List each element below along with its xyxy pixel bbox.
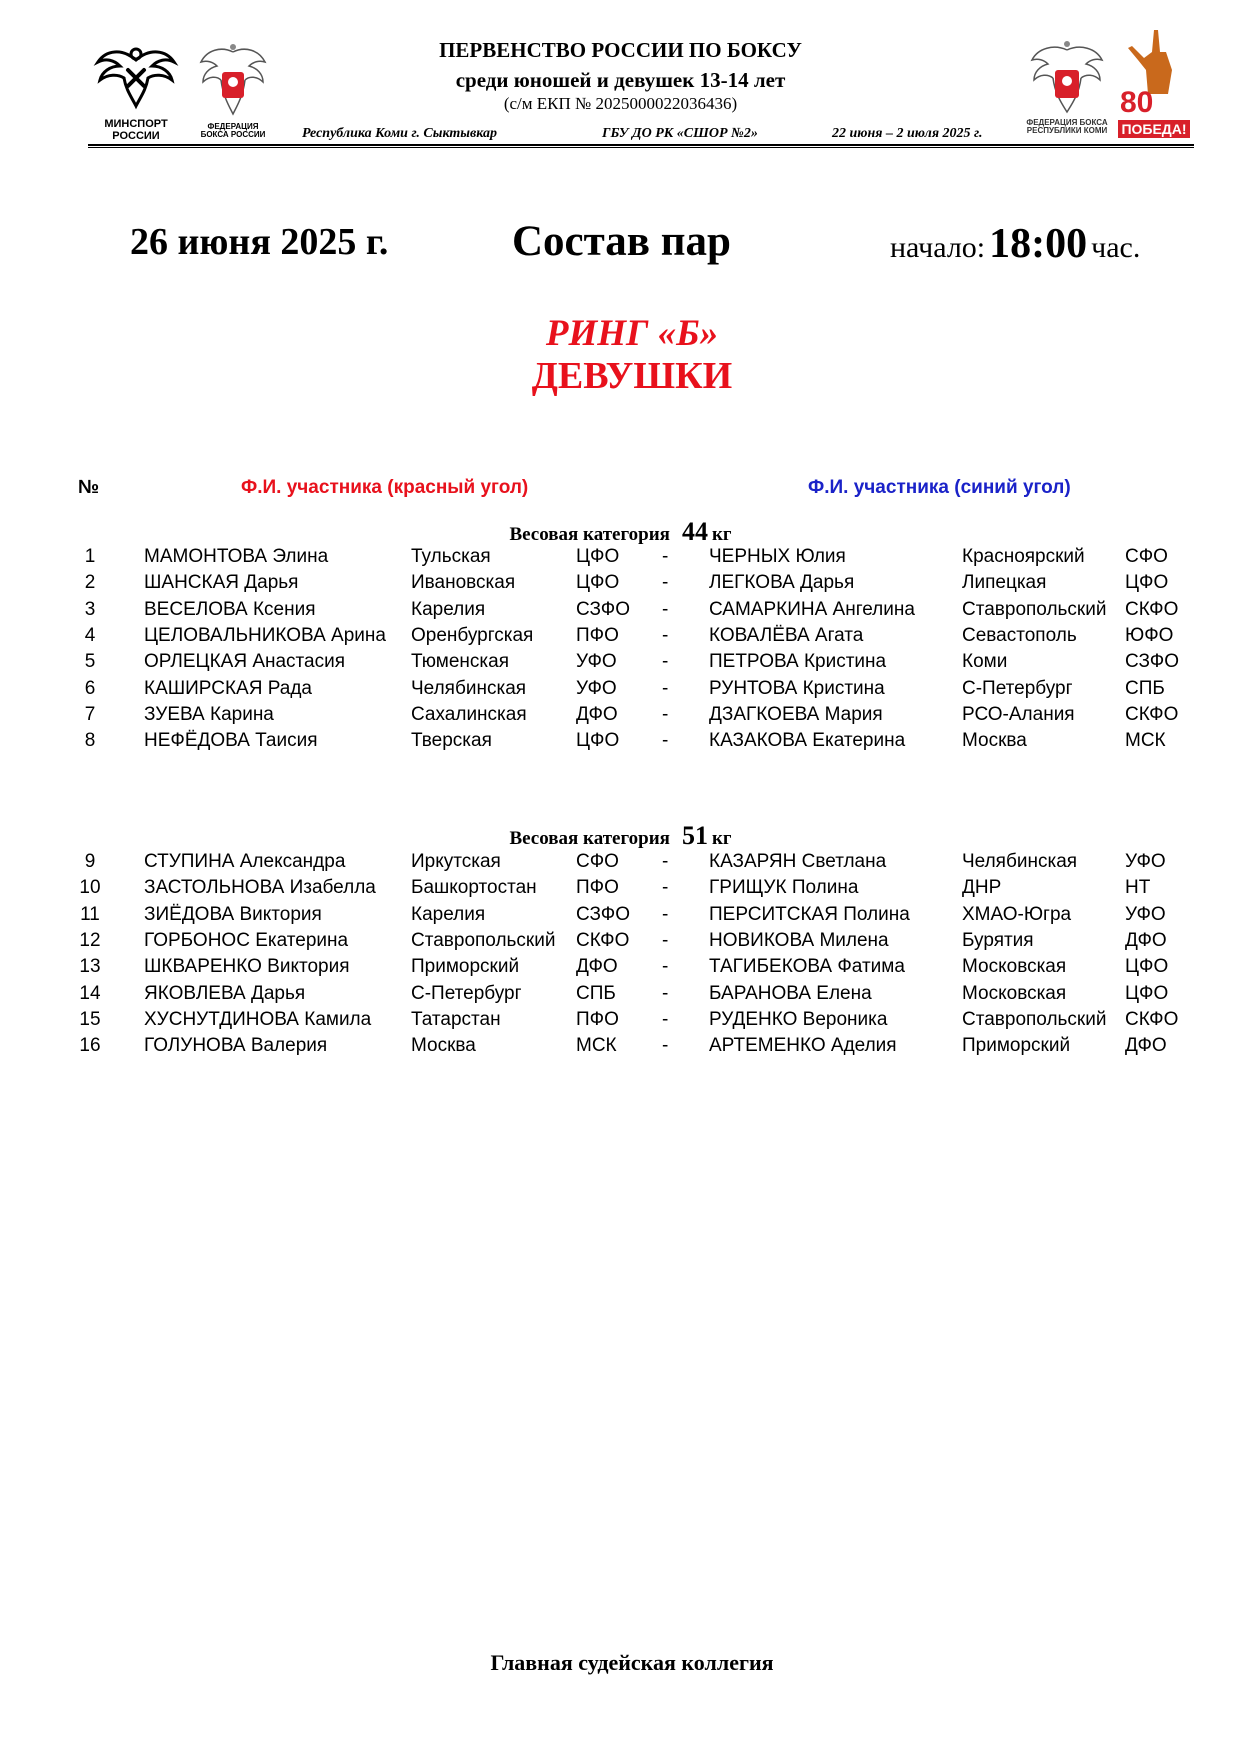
red-district: ПФО [576,624,619,646]
separator: - [662,956,669,978]
group-label: ДЕВУШКИ [531,355,733,397]
bout-row [0,1009,1241,1035]
event-subtitle: среди юношей и девушек 13-14 лет [455,68,786,92]
weight-category [0,517,1241,547]
bout-number: 8 [84,730,96,752]
red-name: ЗИЁДОВА Виктория [144,903,322,925]
pobeda-number: 80 [1120,86,1154,119]
ring-label: РИНГ «Б» [545,313,719,354]
separator: - [662,624,669,646]
blue-name: ЧЕРНЫХ Юлия [709,546,846,567]
red-region: Ставропольский [411,929,556,951]
red-region: Челябинская [411,677,527,699]
separator: - [662,877,669,899]
red-name: ЯКОВЛЕВА Дарья [144,982,306,1004]
blue-region: РСО-Алания [962,703,1075,725]
bout-row [0,983,1241,1009]
red-district: СЗФО [576,598,630,620]
category-label: Весовая категория [509,828,670,849]
blue-district: СПБ [1125,677,1165,699]
blue-region: ХМАО-Югра [962,903,1072,925]
red-region: Тюменская [411,651,510,673]
red-region: Ивановская [411,572,516,594]
blue-name: КАЗАРЯН Светлана [709,851,887,872]
blue-name: ГРИЩУК Полина [709,877,859,899]
separator: - [662,572,669,594]
header-divider [88,144,1194,146]
red-name: МАМОНТОВА Элина [144,546,329,567]
blue-region: Бурятия [962,929,1034,951]
red-region: Башкортостан [411,877,537,899]
red-name: ШКВАРЕНКО Виктория [144,956,350,978]
bout-row [0,678,1241,704]
bout-number: 14 [79,982,101,1004]
red-district: ПФО [576,1008,619,1030]
blue-region: Севастополь [962,624,1077,646]
red-name: НЕФЁДОВА Таисия [144,730,318,752]
separator: - [662,598,669,620]
red-district: УФО [576,651,617,673]
blue-district: УФО [1125,851,1166,872]
ekp-number: (с/м ЕКП № 2025000022036436) [503,94,738,113]
separator: - [662,730,669,752]
blue-district: МСК [1125,730,1166,752]
blue-district: ЮФО [1125,624,1174,646]
event-location: Республика Коми г. Сыктывкар [302,126,498,141]
category-unit: кг [711,828,732,849]
bout-row [0,599,1241,625]
red-name: ШАНСКАЯ Дарья [144,572,299,594]
federation-caption: ФЕДЕРАЦИЯ БОКСА РОССИИ [200,122,266,140]
category-weight: 51 [681,821,708,850]
start-time-block [890,220,1140,268]
bout-number: 6 [84,677,96,699]
red-district: ЦФО [576,546,620,567]
blue-region: С-Петербург [962,677,1073,699]
bout-row [0,851,1241,877]
start-unit: час. [1091,231,1141,264]
blue-district: ЦФО [1125,982,1169,1004]
category-unit: кг [711,524,732,545]
bout-number: 11 [80,903,100,925]
red-district: ЦФО [576,572,620,594]
event-dates: 22 июня – 2 июля 2025 г. [832,126,983,141]
red-district: ДФО [576,703,618,725]
bout-row [0,546,1241,572]
column-blue-corner: Ф.И. участника (синий угол) [808,477,1071,498]
blue-name: НОВИКОВА Милена [709,929,889,951]
separator: - [662,677,669,699]
bout-row [0,730,1241,756]
bout-number: 12 [79,929,101,951]
bout-row [0,877,1241,903]
start-label: начало: [890,231,986,264]
blue-name: САМАРКИНА Ангелина [709,598,915,620]
red-region: Оренбургская [411,624,534,646]
bout-number: 15 [79,1008,101,1030]
red-region: Карелия [411,903,486,925]
blue-district: СКФО [1125,1008,1179,1030]
bout-number: 13 [79,956,101,978]
blue-name: БАРАНОВА Елена [709,982,872,1004]
red-name: ОРЛЕЦКАЯ Анастасия [144,651,346,673]
blue-region: Москва [962,730,1027,752]
separator: - [662,851,669,872]
minsport-caption: МИНСПОРТ РОССИИ [104,118,168,142]
red-region: Карелия [411,598,486,620]
bout-date: 26 июня 2025 г. [130,221,389,263]
separator: - [662,703,669,725]
blue-district: ЦФО [1125,956,1169,978]
bout-number: 1 [84,546,96,567]
blue-name: ДЗАГКОЕВА Мария [709,703,883,725]
blue-district: СФО [1125,546,1168,567]
blue-region: Красноярский [962,546,1085,567]
blue-name: ТАГИБЕКОВА Фатима [709,956,905,978]
column-number: № [78,477,100,498]
separator: - [662,651,669,673]
bout-number: 16 [79,1035,101,1057]
header-divider-thin [88,147,1194,148]
red-name: ВЕСЕЛОВА Ксения [144,598,316,620]
red-region: Приморский [411,956,520,978]
red-name: СТУПИНА Александра [144,851,346,872]
komi-caption: ФЕДЕРАЦИЯ БОКСА РЕСПУБЛИКИ КОМИ [1026,118,1108,136]
red-name: ЗАСТОЛЬНОВА Изабелла [144,877,376,899]
red-name: КАШИРСКАЯ Рада [144,677,312,699]
blue-region: Московская [962,956,1067,978]
blue-district: СЗФО [1125,651,1179,673]
blue-name: АРТЕМЕНКО Аделия [709,1035,897,1057]
bout-number: 2 [84,572,96,594]
category-label: Весовая категория [509,524,670,545]
red-district: УФО [576,677,617,699]
separator: - [662,1035,669,1057]
page-title: Состав пар [512,218,731,265]
blue-district: ЦФО [1125,572,1169,594]
red-name: ГОЛУНОВА Валерия [144,1035,328,1057]
separator: - [662,982,669,1004]
red-district: СКФО [576,929,630,951]
bout-number: 9 [84,851,96,872]
separator: - [662,903,669,925]
column-red-corner: Ф.И. участника (красный угол) [241,477,529,498]
bout-row [0,625,1241,651]
blue-name: РУДЕНКО Вероника [709,1008,888,1030]
bout-number: 10 [79,877,101,899]
red-region: Иркутская [411,851,501,872]
red-district: ПФО [576,877,619,899]
red-region: Татарстан [411,1008,501,1030]
red-name: ЦЕЛОВАЛЬНИКОВА Арина [144,624,386,646]
red-region: Москва [411,1035,476,1057]
blue-region: Приморский [962,1035,1071,1057]
red-district: СПБ [576,982,616,1004]
red-district: СФО [576,851,619,872]
blue-region: Ставропольский [962,598,1107,620]
red-district: ЦФО [576,730,620,752]
blue-name: РУНТОВА Кристина [709,677,885,699]
separator: - [662,1008,669,1030]
blue-name: КОВАЛЁВА Агата [709,624,864,646]
blue-region: Ставропольский [962,1008,1107,1030]
event-venue: ГБУ ДО РК «СШОР №2» [602,126,758,141]
red-name: ХУСНУТДИНОВА Камила [144,1008,372,1030]
separator: - [662,929,669,951]
red-region: Тульская [411,546,491,567]
blue-district: СКФО [1125,598,1179,620]
bout-row [0,904,1241,930]
bout-row [0,1035,1241,1061]
red-region: Сахалинская [411,703,527,725]
blue-name: КАЗАКОВА Екатерина [709,730,906,752]
red-district: ДФО [576,956,618,978]
weight-category [0,821,1241,851]
bout-number: 4 [84,624,96,646]
blue-name: ЛЕГКОВА Дарья [709,572,855,594]
blue-region: Липецкая [962,572,1047,594]
pobeda-text: ПОБЕДА! [1118,120,1190,138]
bout-row [0,956,1241,982]
red-name: ЗУЕВА Карина [144,703,274,725]
blue-district: ДФО [1125,1035,1167,1057]
bout-number: 5 [84,651,96,673]
blue-name: ПЕРСИТСКАЯ Полина [709,903,910,925]
bout-row [0,651,1241,677]
blue-region: Челябинская [962,851,1078,872]
blue-district: НТ [1125,877,1151,899]
bout-number: 7 [84,703,96,725]
blue-name: ПЕТРОВА Кристина [709,651,887,673]
bout-row [0,572,1241,598]
red-name: ГОРБОНОС Екатерина [144,929,349,951]
separator: - [662,546,669,567]
bout-row [0,930,1241,956]
event-title: ПЕРВЕНСТВО РОССИИ ПО БОКСУ [439,38,802,62]
bout-number: 3 [84,598,96,620]
blue-region: Коми [962,651,1008,673]
blue-district: УФО [1125,903,1166,925]
red-district: СЗФО [576,903,630,925]
red-district: МСК [576,1035,617,1057]
start-time: 18:00 [989,221,1088,267]
blue-region: ДНР [962,877,1002,899]
red-region: С-Петербург [411,982,522,1004]
blue-district: ДФО [1125,929,1167,951]
blue-region: Московская [962,982,1067,1004]
red-region: Тверская [411,730,492,752]
bout-row [0,704,1241,730]
footer-signature: Главная судейская коллегия [490,1650,774,1675]
blue-district: СКФО [1125,703,1179,725]
category-weight: 44 [681,517,708,546]
